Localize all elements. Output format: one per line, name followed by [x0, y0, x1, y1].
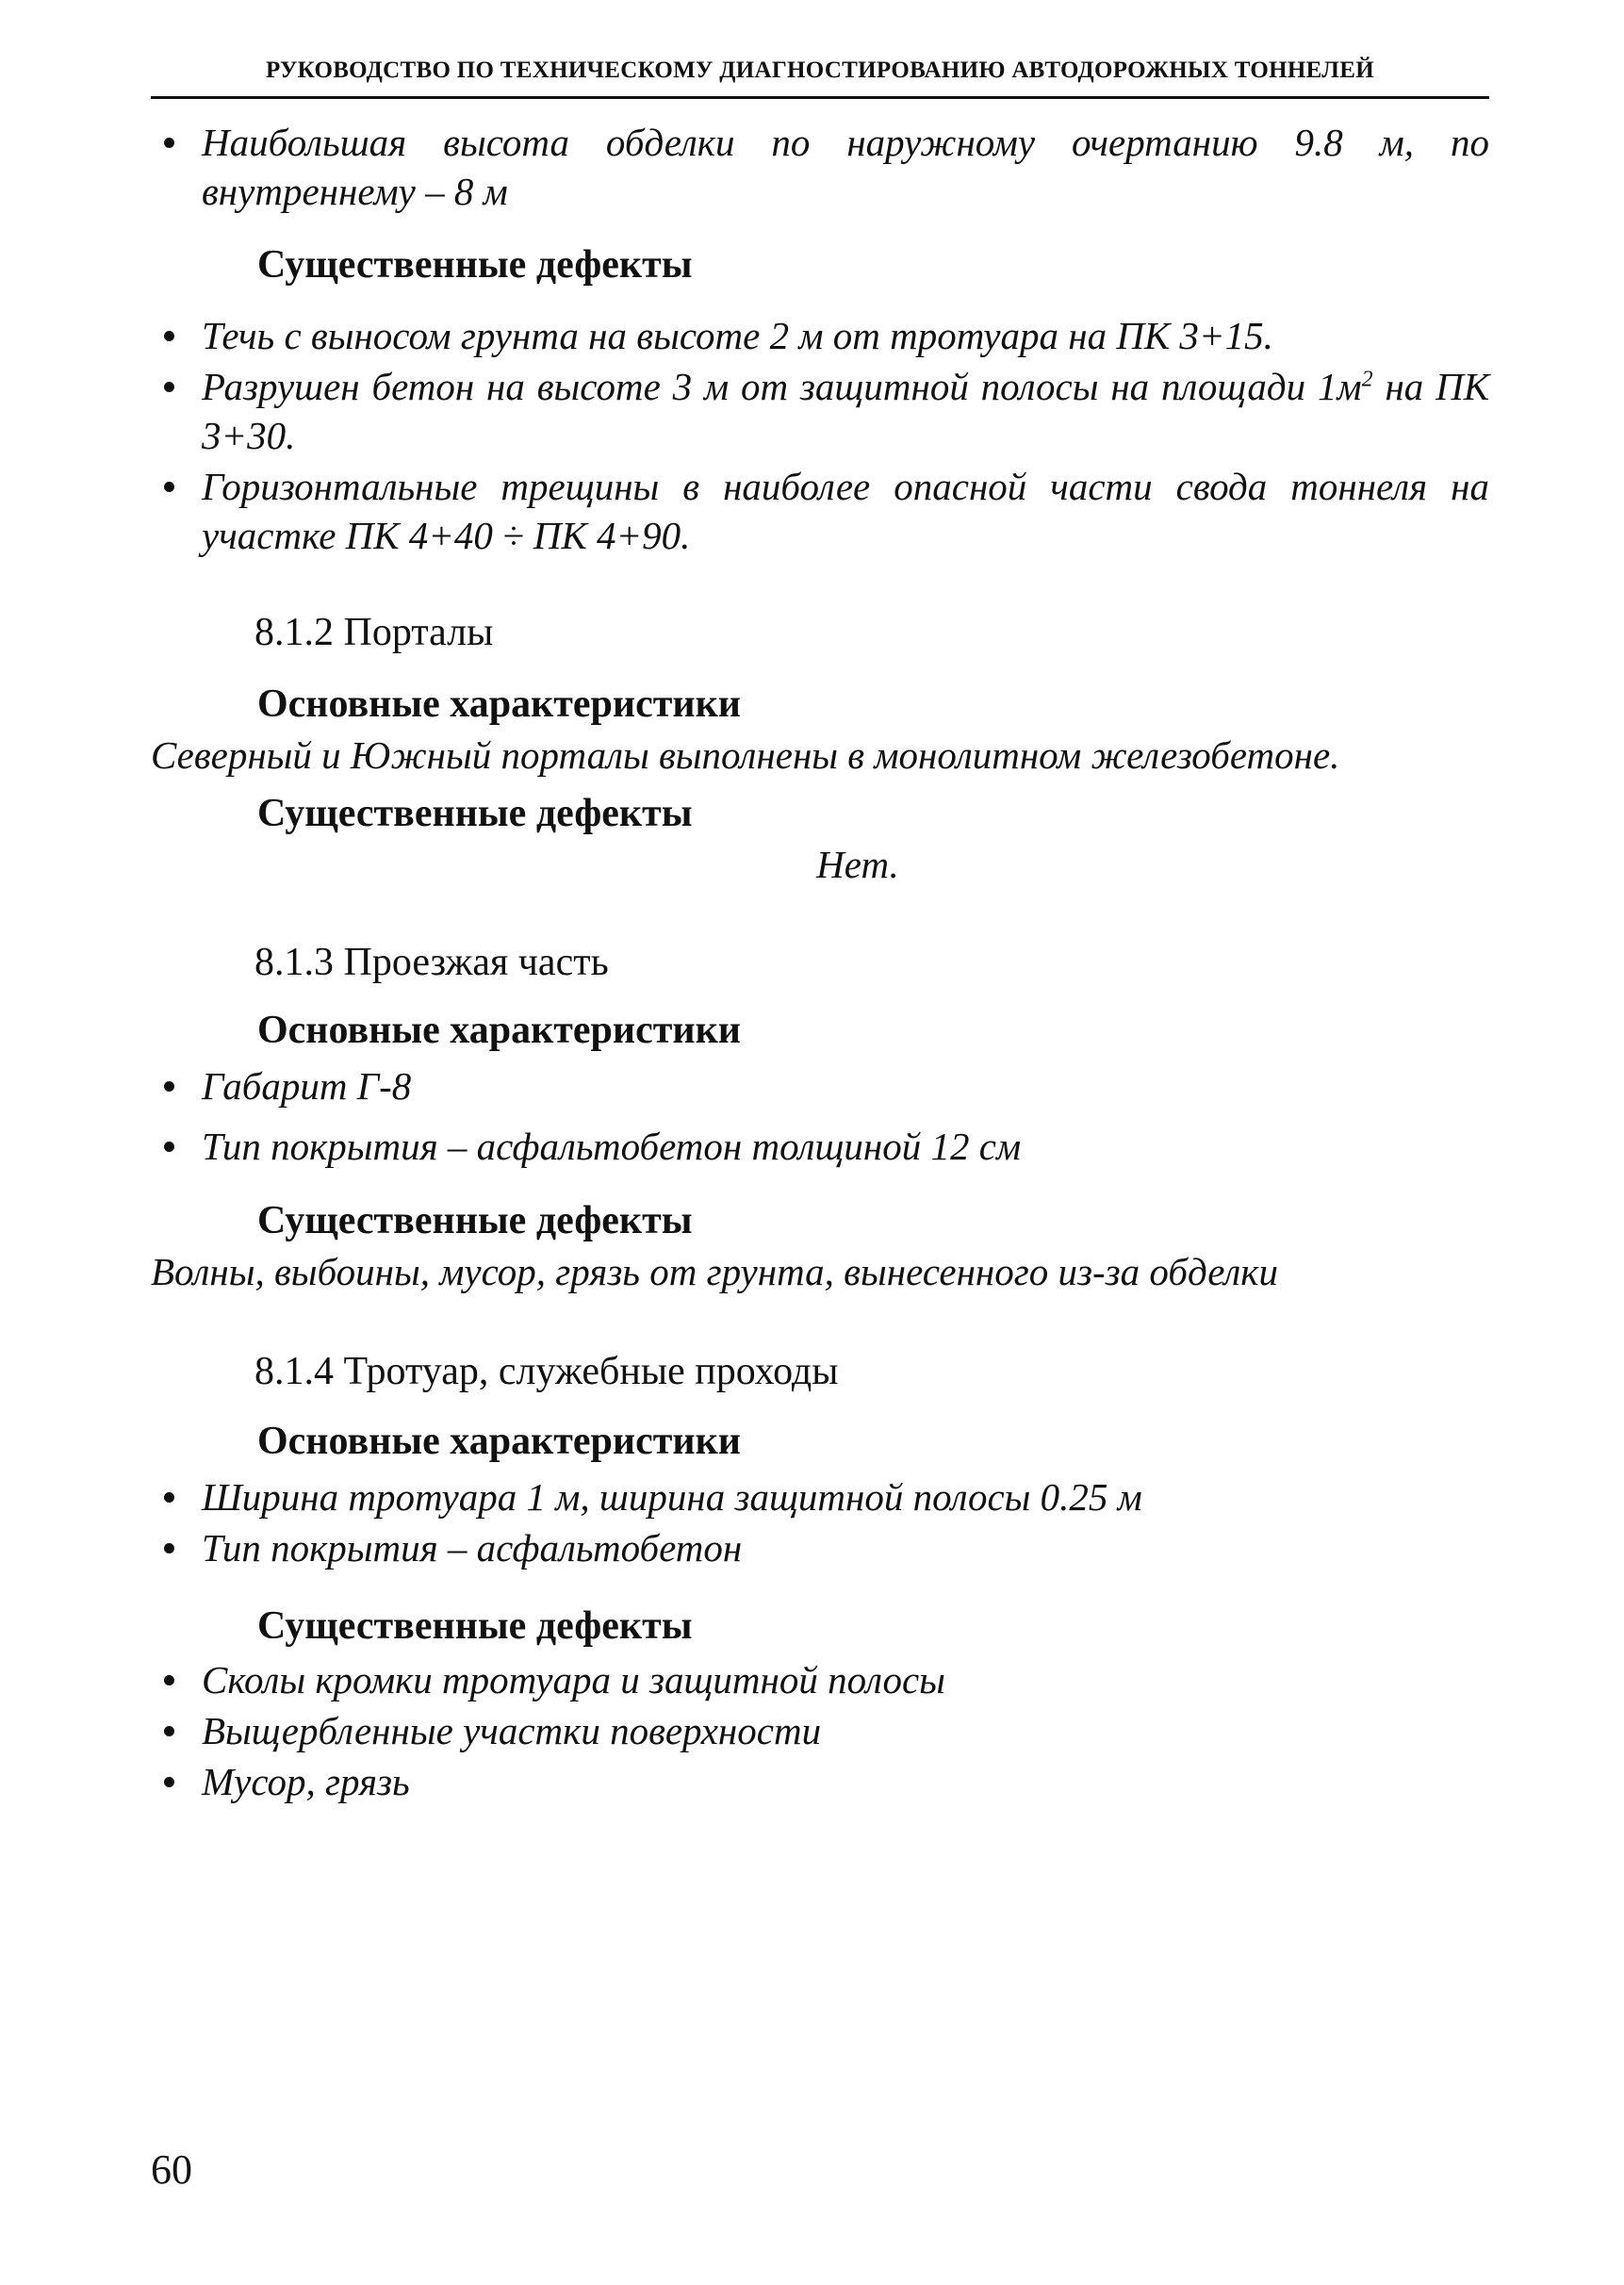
lining-characteristics-list	[151, 118, 1489, 216]
list-item: Тип покрытия – асфальтобетон	[151, 1523, 1489, 1572]
bullet-icon	[164, 1081, 174, 1092]
list-item: Разрушен бетон на высоте 3 м от защитной полосы на площади $1м^2$ на ПК 3+30.	[151, 362, 1489, 460]
roadway-defects-heading: Существенные дефекты	[257, 1199, 693, 1242]
list-item: Наибольшая высота обделки по наружному очертанию 9.8 м, по внутреннему – 8 м	[151, 118, 1489, 216]
page-number: 60	[151, 2146, 192, 2193]
document-page	[151, 47, 1489, 2234]
bullet-icon	[164, 1726, 174, 1736]
bullet-icon	[164, 1492, 174, 1503]
bullet-icon	[164, 482, 174, 492]
lining-defects-heading: Существенные дефекты	[257, 243, 693, 287]
list-item: Габарит Г-8	[151, 1061, 1489, 1110]
portals-characteristics-text: Северный и Южный порталы выполнены в монолитном железобетоне.	[151, 733, 1340, 777]
portals-defects-heading: Существенные дефекты	[257, 792, 693, 835]
section-title-roadway: 8.1.3 Проезжая часть	[254, 941, 609, 984]
roadway-defects-text: Волны, выбоины, мусор, грязь от грунта, вынесенного из-за обделки	[151, 1250, 1278, 1293]
sidewalk-defects-heading: Существенные дефекты	[257, 1604, 693, 1648]
running-head: РУКОВОДСТВО ПО ТЕХНИЧЕСКОМУ ДИАГНОСТИРОВАНИЮ АВТОДОРОЖНЫХ ТОННЕЛЕЙ	[266, 58, 1374, 83]
section-title-portals: 8.1.2 Порталы	[254, 611, 494, 654]
portals-defects-text: Нет.	[816, 843, 899, 886]
lining-defects-list	[151, 311, 1489, 560]
bullet-icon	[164, 1543, 174, 1553]
sidewalk-defects-list	[151, 1655, 1489, 1806]
bullet-icon	[164, 382, 174, 392]
list-item: Мусор, грязь	[151, 1757, 1489, 1806]
roadway-characteristics-heading: Основные характеристики	[257, 1009, 741, 1052]
header-rule	[151, 96, 1489, 99]
section-title-sidewalk: 8.1.4 Тротуар, служебные проходы	[254, 1350, 839, 1393]
bullet-icon	[164, 1675, 174, 1685]
bullet-icon	[164, 1142, 174, 1152]
list-item: Выщербленные участки поверхности	[151, 1706, 1489, 1755]
list-item: Ширина тротуара 1 м, ширина защитной полосы 0.25 м	[151, 1472, 1489, 1521]
roadway-characteristics-list	[151, 1061, 1489, 1171]
bullet-icon	[164, 138, 174, 148]
list-item: Сколы кромки тротуара и защитной полосы	[151, 1655, 1489, 1704]
list-item: Горизонтальные трещины в наиболее опасной части свода тоннеля на участке ПК 4+40 ÷ ПК 4+90.	[151, 462, 1489, 560]
sidewalk-characteristics-list	[151, 1472, 1489, 1572]
sidewalk-characteristics-heading: Основные характеристики	[257, 1420, 741, 1463]
bullet-icon	[164, 1777, 174, 1787]
bullet-icon	[164, 331, 174, 341]
list-item: Течь с выносом грунта на высоте 2 м от тротуара на ПК 3+15.	[151, 311, 1489, 360]
portals-characteristics-heading: Основные характеристики	[257, 682, 741, 726]
list-item: Тип покрытия – асфальтобетон толщиной 12 см	[151, 1122, 1489, 1171]
